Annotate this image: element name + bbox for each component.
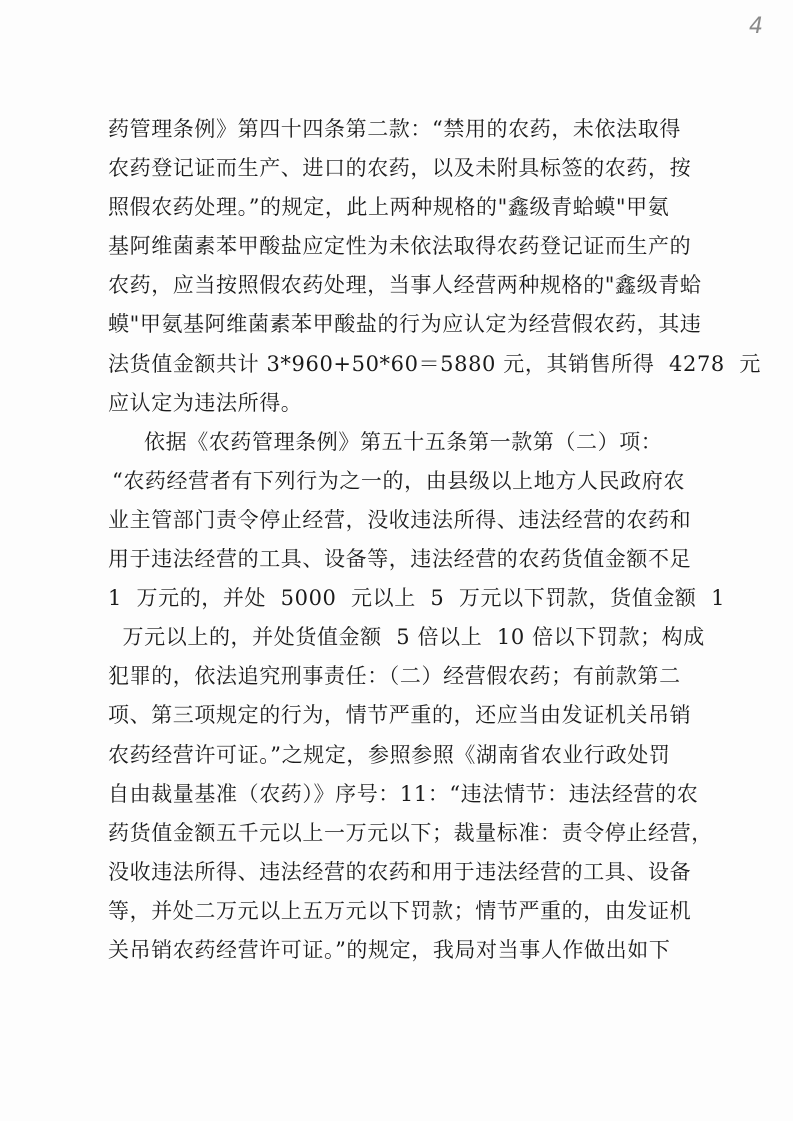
text-line: 农药登记证而生产、进口的农药，以及未附具标签的农药，按 bbox=[108, 156, 692, 181]
text-line: 依据《农药管理条例》第五十五条第一款第（二）项： bbox=[144, 429, 663, 454]
paragraph-2 bbox=[108, 423, 726, 970]
text-line: 药货值金额五千元以上一万元以下；裁量标准：责令停止经营， bbox=[108, 820, 713, 845]
text-line: 农药经营许可证。”之规定，参照参照《湖南省农业行政处罚 bbox=[108, 742, 671, 767]
text-line: 用于违法经营的工具、设备等，违法经营的农药货值金额不足 bbox=[108, 547, 692, 572]
document-body bbox=[108, 110, 762, 970]
text-line: 照假农药处理。”的规定，此上两种规格的"鑫级青蛤蟆"甲氨 bbox=[108, 195, 670, 220]
text-line: 应认定为违法所得。 bbox=[108, 390, 303, 415]
paragraph-1 bbox=[108, 110, 762, 423]
text-line: 犯罪的，依法追究刑事责任：（二）经营假农药；有前款第二 bbox=[108, 664, 681, 689]
text-line: 药管理条例》第四十四条第二款：“禁用的农药，未依法取得 bbox=[108, 117, 681, 141]
text-line: 自由裁量基准（农药）》序号：11：“违法情节：违法经营的农 bbox=[108, 781, 699, 806]
page-number: 4 bbox=[749, 14, 763, 39]
text-line: 法货值金额共计 3*960+50*60＝5880 元，其销售所得 4278 元 bbox=[108, 351, 762, 376]
text-line: 关吊销农药经营许可证。”的规定，我局对当事人作做出如下 bbox=[108, 937, 671, 962]
text-line: 蟆"甲氨基阿维菌素苯甲酸盐的行为应认定为经营假农药，其违 bbox=[108, 312, 702, 337]
text-line: 万元以上的，并处货值金额 5 倍以上 10 倍以下罚款；构成 bbox=[108, 625, 705, 650]
text-line: 等，并处二万元以上五万元以下罚款；情节严重的，由发证机 bbox=[108, 898, 692, 923]
text-line: “农药经营者有下列行为之一的，由县级以上地方人民政府农 bbox=[112, 468, 685, 493]
text-line: 1 万元的，并处 5000 元以上 5 万元以下罚款，货值金额 1 bbox=[108, 586, 726, 611]
text-line: 农药，应当按照假农药处理，当事人经营两种规格的"鑫级青蛤 bbox=[108, 273, 702, 298]
text-line: 业主管部门责令停止经营，没收违法所得、违法经营的农药和 bbox=[108, 507, 692, 532]
text-line: 基阿维菌素苯甲酸盐应定性为未依法取得农药登记证而生产的 bbox=[108, 234, 692, 259]
text-line: 项、第三项规定的行为，情节严重的，还应当由发证机关吊销 bbox=[108, 703, 692, 728]
text-line: 没收违法所得、违法经营的农药和用于违法经营的工具、设备 bbox=[108, 859, 692, 884]
